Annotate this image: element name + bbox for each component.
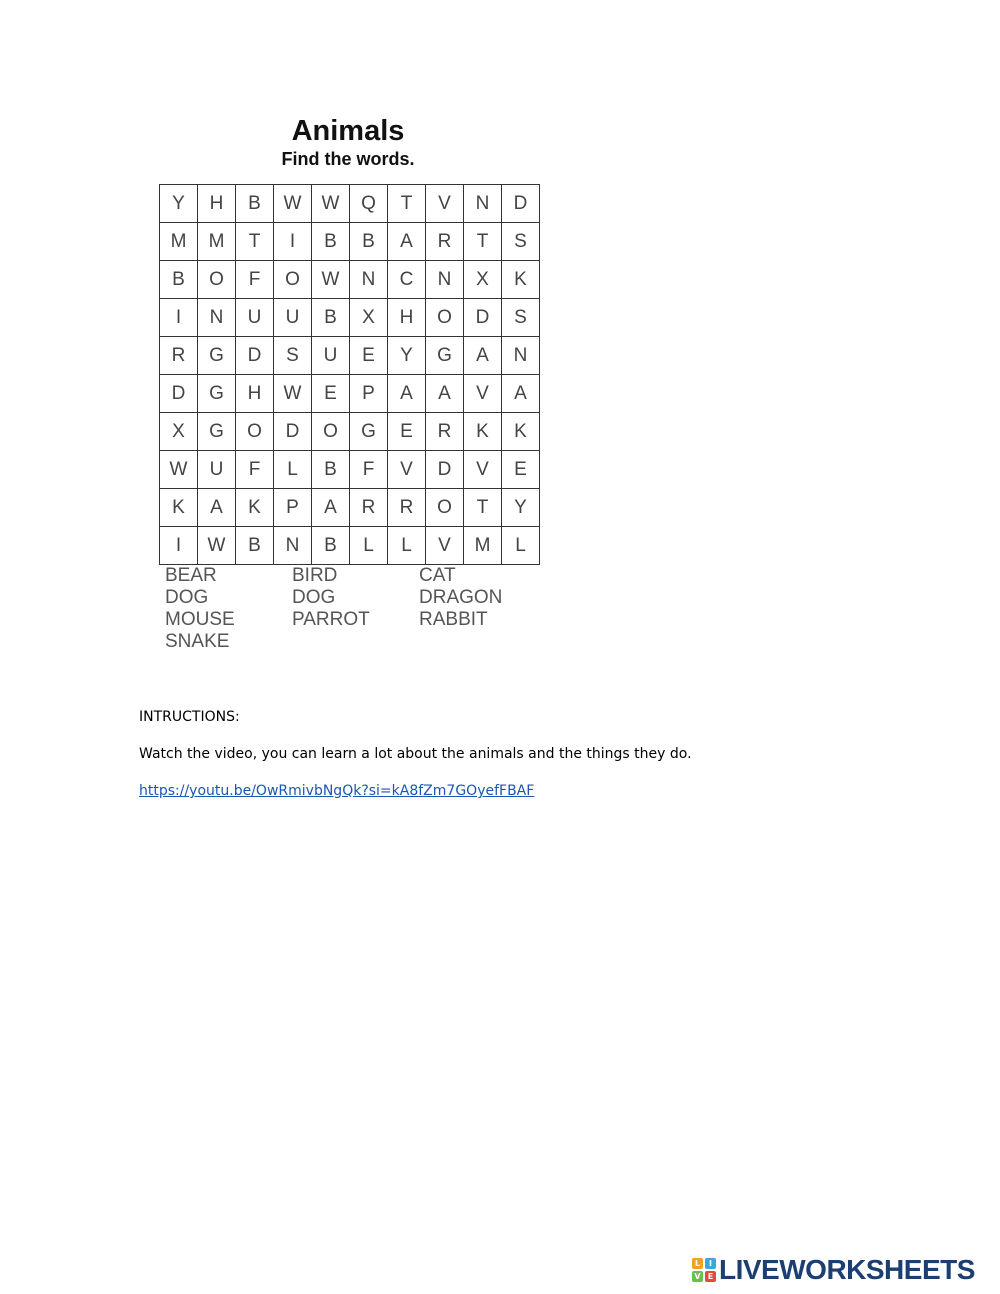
grid-cell: R [388, 489, 426, 527]
grid-cell: Y [160, 185, 198, 223]
grid-cell: K [502, 261, 540, 299]
grid-cell: B [160, 261, 198, 299]
grid-cell: L [350, 527, 388, 565]
word-bank-item: PARROT [292, 609, 370, 630]
word-bank-item: BEAR [165, 565, 217, 586]
grid-cell: U [198, 451, 236, 489]
grid-cell: P [274, 489, 312, 527]
grid-cell: T [236, 223, 274, 261]
grid-row [160, 489, 540, 527]
grid-cell: E [312, 375, 350, 413]
logo-tile: E [705, 1271, 716, 1282]
grid-cell: R [160, 337, 198, 375]
word-bank-item: CAT [419, 565, 456, 586]
word-bank-item: MOUSE [165, 609, 235, 630]
grid-cell: U [274, 299, 312, 337]
grid-cell: B [236, 527, 274, 565]
grid-cell: S [502, 223, 540, 261]
grid-cell: N [426, 261, 464, 299]
grid-cell: B [312, 527, 350, 565]
grid-cell: K [464, 413, 502, 451]
grid-cell: R [426, 223, 464, 261]
grid-cell: D [160, 375, 198, 413]
grid-cell: P [350, 375, 388, 413]
grid-cell: S [502, 299, 540, 337]
grid-cell: W [274, 185, 312, 223]
word-bank-item: RABBIT [419, 609, 488, 630]
grid-cell: W [274, 375, 312, 413]
grid-cell: O [236, 413, 274, 451]
grid-cell: V [426, 185, 464, 223]
grid-cell: X [160, 413, 198, 451]
puzzle-title: Animals [291, 115, 405, 147]
grid-cell: Q [350, 185, 388, 223]
grid-cell: Y [502, 489, 540, 527]
grid-cell: I [160, 527, 198, 565]
grid-cell: D [502, 185, 540, 223]
grid-cell: V [464, 451, 502, 489]
grid-cell: B [236, 185, 274, 223]
grid-cell: T [464, 223, 502, 261]
grid-cell: A [426, 375, 464, 413]
grid-cell: G [350, 413, 388, 451]
grid-cell: O [198, 261, 236, 299]
grid-cell: L [388, 527, 426, 565]
grid-cell: F [236, 451, 274, 489]
grid-cell: I [274, 223, 312, 261]
liveworksheets-brand[interactable] [692, 1254, 975, 1286]
grid-cell: G [426, 337, 464, 375]
grid-cell: G [198, 375, 236, 413]
grid-cell: R [426, 413, 464, 451]
word-bank-item: BIRD [292, 565, 338, 586]
grid-cell: U [236, 299, 274, 337]
grid-row [160, 299, 540, 337]
instructions-text: Watch the video, you can learn a lot about the animals and the things they do. [139, 746, 692, 762]
grid-cell: E [350, 337, 388, 375]
grid-cell: X [350, 299, 388, 337]
grid-cell: B [350, 223, 388, 261]
grid-cell: D [426, 451, 464, 489]
grid-row [160, 375, 540, 413]
word-search-grid [159, 184, 540, 565]
grid-row [160, 337, 540, 375]
grid-row [160, 451, 540, 489]
grid-cell: E [502, 451, 540, 489]
grid-cell: B [312, 223, 350, 261]
grid-cell: D [464, 299, 502, 337]
grid-cell: V [464, 375, 502, 413]
grid-cell: N [350, 261, 388, 299]
grid-cell: V [426, 527, 464, 565]
grid-cell: W [160, 451, 198, 489]
logo-tile: V [692, 1271, 703, 1282]
grid-cell: O [274, 261, 312, 299]
brand-name: LIVEWORKSHEETS [719, 1254, 975, 1285]
grid-cell: O [426, 489, 464, 527]
grid-row [160, 261, 540, 299]
grid-cell: Y [388, 337, 426, 375]
grid-cell: K [160, 489, 198, 527]
puzzle-subtitle: Find the words. [281, 149, 415, 169]
word-bank-item: SNAKE [165, 631, 230, 652]
grid-cell: O [312, 413, 350, 451]
grid-cell: W [312, 261, 350, 299]
grid-cell: X [464, 261, 502, 299]
grid-row [160, 413, 540, 451]
grid-cell: W [198, 527, 236, 565]
video-link[interactable]: https://youtu.be/OwRmivbNgQk?si=kA8fZm7GOyefFBAF [139, 783, 535, 799]
grid-cell: A [312, 489, 350, 527]
grid-cell: H [198, 185, 236, 223]
grid-cell: K [502, 413, 540, 451]
grid-cell: F [236, 261, 274, 299]
grid-cell: B [312, 451, 350, 489]
grid-cell: N [464, 185, 502, 223]
grid-cell: N [198, 299, 236, 337]
grid-cell: R [350, 489, 388, 527]
grid-cell: T [388, 185, 426, 223]
grid-cell: D [274, 413, 312, 451]
grid-row [160, 223, 540, 261]
grid-cell: G [198, 337, 236, 375]
word-bank-item: DRAGON [419, 587, 503, 608]
grid-cell: H [236, 375, 274, 413]
grid-cell: V [388, 451, 426, 489]
grid-cell: L [274, 451, 312, 489]
word-bank-item: DOG [292, 587, 336, 608]
grid-row [160, 185, 540, 223]
grid-cell: A [388, 375, 426, 413]
grid-row [160, 527, 540, 565]
grid-cell: A [388, 223, 426, 261]
logo-tile: I [705, 1258, 716, 1269]
grid-cell: M [198, 223, 236, 261]
grid-cell: S [274, 337, 312, 375]
word-bank-item: DOG [165, 587, 209, 608]
grid-cell: D [236, 337, 274, 375]
grid-cell: O [426, 299, 464, 337]
grid-cell: F [350, 451, 388, 489]
liveworksheets-logo-icon [692, 1258, 716, 1282]
grid-cell: M [160, 223, 198, 261]
grid-cell: K [236, 489, 274, 527]
grid-cell: G [198, 413, 236, 451]
instructions-label: INTRUCTIONS: [139, 709, 240, 725]
grid-cell: A [502, 375, 540, 413]
grid-cell: A [464, 337, 502, 375]
grid-cell: W [312, 185, 350, 223]
grid-cell: C [388, 261, 426, 299]
grid-cell: N [502, 337, 540, 375]
grid-cell: B [312, 299, 350, 337]
grid-cell: U [312, 337, 350, 375]
grid-cell: M [464, 527, 502, 565]
grid-cell: E [388, 413, 426, 451]
grid-cell: L [502, 527, 540, 565]
grid-cell: I [160, 299, 198, 337]
grid-cell: A [198, 489, 236, 527]
grid-cell: T [464, 489, 502, 527]
logo-tile: L [692, 1258, 703, 1269]
grid-cell: N [274, 527, 312, 565]
grid-cell: H [388, 299, 426, 337]
